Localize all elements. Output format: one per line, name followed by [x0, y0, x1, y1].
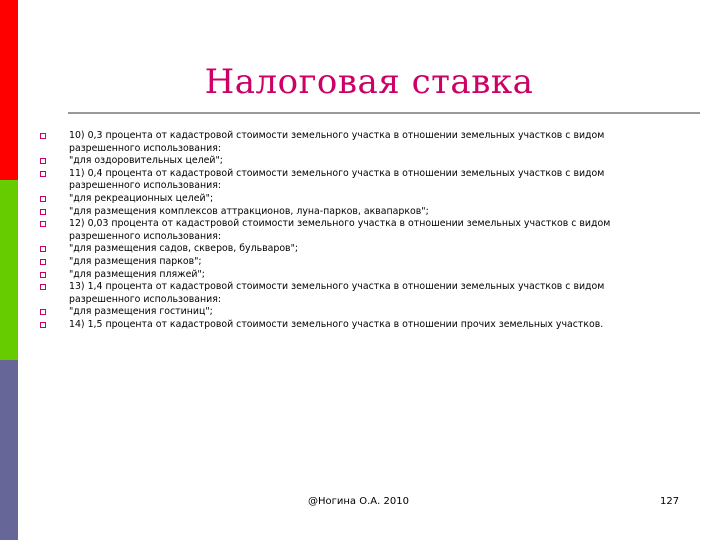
list-item [40, 256, 670, 269]
square-bullet-icon [40, 259, 46, 265]
list-item-text: "для размещения парков"; [69, 255, 202, 267]
footer-copyright: @Ногина О.А. 2010 [308, 496, 409, 507]
list-item [40, 218, 670, 243]
list-item-text: "для размещения садов, скверов, бульваров"; [69, 243, 299, 255]
list-item [40, 155, 670, 168]
list-item-text: "для размещения пляжей"; [69, 268, 205, 280]
list-item [40, 193, 670, 206]
square-bullet-icon [40, 133, 46, 139]
list-item-text: "для оздоровительных целей"; [69, 155, 223, 167]
list-item-text: 13) 1,4 процента от кадастровой стоимости земельного участка в отношении земельных участков с видом разрешенного использования: [69, 281, 605, 305]
list-item-text: "для размещения комплексов аттракционов, луна-парков, аквапарков"; [69, 205, 429, 217]
square-bullet-icon [40, 158, 46, 164]
list-item-text: 14) 1,5 процента от кадастровой стоимости земельного участка в отношении прочих земельных участков. [69, 318, 604, 330]
sidebar-blue-segment [0, 360, 18, 540]
square-bullet-icon [40, 221, 46, 227]
list-item [40, 319, 670, 332]
list-item [40, 306, 670, 319]
bullet-list [40, 130, 670, 332]
square-bullet-icon [40, 246, 46, 252]
list-item [40, 130, 670, 155]
square-bullet-icon [40, 196, 46, 202]
list-item-text: 12) 0,03 процента от кадастровой стоимости земельного участка в отношении земельных участков с видом разрешенного использования: [69, 218, 611, 242]
list-item [40, 281, 670, 306]
title-underline [68, 112, 700, 114]
square-bullet-icon [40, 209, 46, 215]
square-bullet-icon [40, 309, 46, 315]
square-bullet-icon [40, 171, 46, 177]
square-bullet-icon [40, 322, 46, 328]
slide-content [40, 130, 670, 332]
list-item-text: "для рекреационных целей"; [69, 192, 214, 204]
sidebar-red-segment [0, 0, 18, 180]
list-item-text: "для размещения гостиниц"; [69, 306, 213, 318]
list-item-text: 10) 0,3 процента от кадастровой стоимости земельного участка в отношении земельных участков с видом разрешенного использования: [69, 130, 605, 154]
slide-title: Налоговая ставка [204, 62, 534, 102]
slide-footer [0, 496, 720, 510]
list-item-text: 11) 0,4 процента от кадастровой стоимости земельного участка в отношении земельных участков с видом разрешенного использования: [69, 167, 605, 192]
list-item [40, 168, 670, 193]
sidebar-green-segment [0, 180, 18, 360]
list-item [40, 269, 670, 282]
list-item [40, 206, 670, 219]
page-number: 127 [660, 496, 680, 507]
list-item [40, 243, 670, 256]
decorative-sidebar [0, 0, 18, 540]
square-bullet-icon [40, 272, 46, 278]
square-bullet-icon [40, 284, 46, 290]
